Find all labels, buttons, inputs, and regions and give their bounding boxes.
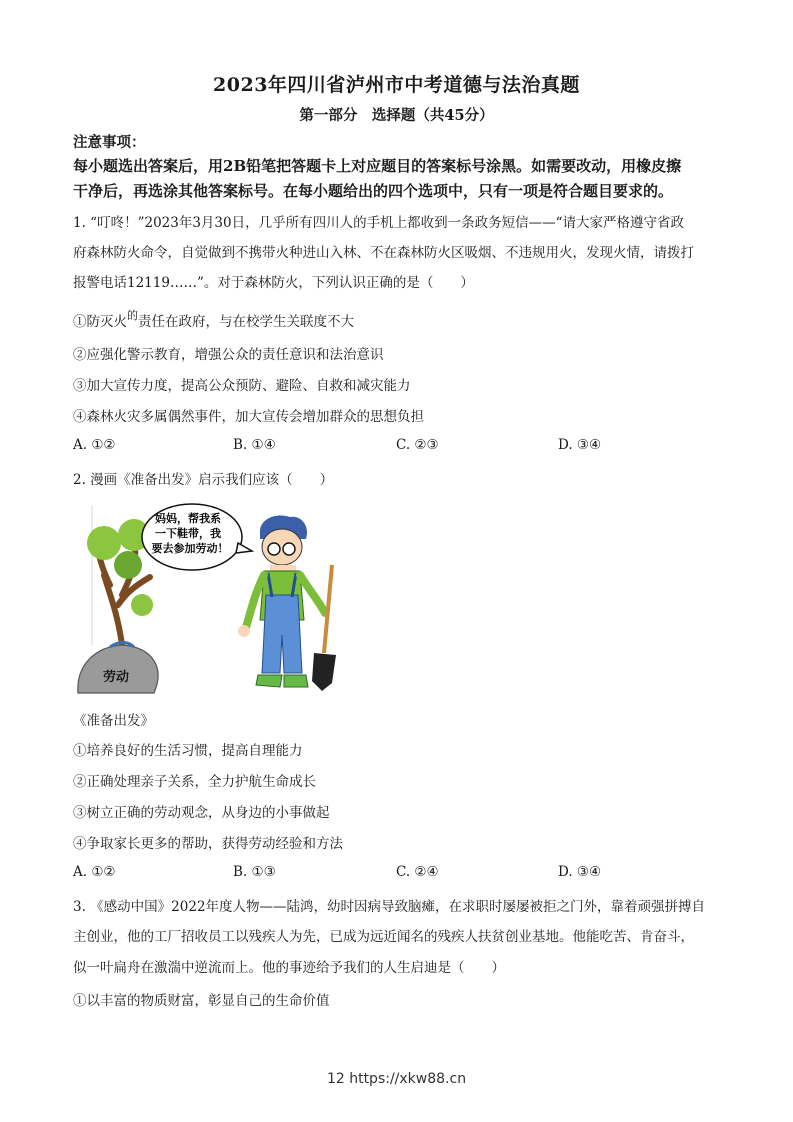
notice-line-1: 每小题选出答案后，用2B铅笔把答题卡上对应题目的答案标号涂黑。如需要改动，用橡皮擦	[73, 157, 682, 175]
q2-option-b: B. ①③	[233, 864, 276, 880]
q1-stem-line-2: 府森林防火命令，自觉做到不携带火种进山入林、不在森林防火区吸烟、不违规用火，发现火情，请拨打	[73, 245, 694, 261]
q1-option-b: B. ①④	[233, 437, 276, 453]
q1-statement-1-sup: 的	[127, 309, 138, 322]
boy-figure-icon	[238, 516, 325, 687]
q1-statement-1-part-b: 责任在政府，与在校学生关联度不大	[138, 314, 354, 330]
speech-bubble	[142, 504, 252, 570]
q3-statement-1: ①以丰富的物质财富，彰显自己的生命价值	[73, 993, 330, 1009]
q1-statement-1-part-a: ①防灭火	[73, 314, 127, 330]
q1-statement-3: ③加大宣传力度，提高公众预防、避险、自救和减灾能力	[73, 378, 411, 394]
shovel-icon	[312, 565, 336, 691]
q2-option-d: D. ③④	[558, 864, 602, 880]
tree-icon	[87, 505, 153, 645]
q3-stem-line-1: 3. 《感动中国》2022年度人物——陆鸿，幼时因病导致脑瘫，在求职时屡屡被拒之门外，靠着顽强拼搏自	[73, 899, 706, 915]
comic-illustration	[70, 495, 340, 700]
q1-statement-2: ②应强化警示教育，增强公众的责任意识和法治意识	[73, 347, 384, 363]
q2-statement-4: ④争取家长更多的帮助，获得劳动经验和方法	[73, 836, 343, 852]
q1-statement-1	[73, 310, 354, 330]
q1-option-c: C. ②③	[396, 437, 439, 453]
q1-option-d: D. ③④	[558, 437, 602, 453]
q1-stem-line-3: 报警电话12119……”。对于森林防火，下列认识正确的是（ ）	[73, 275, 474, 291]
q2-option-c: C. ②④	[396, 864, 439, 880]
q2-option-a: A. ①②	[73, 864, 116, 880]
section-subtitle: 第一部分 选择题（共45分）	[299, 107, 494, 124]
notice-line-2: 干净后，再选涂其他答案标号。在每小题给出的四个选项中，只有一项是符合题目要求的。	[73, 182, 674, 200]
q2-statement-2: ②正确处理亲子关系，全力护航生命成长	[73, 774, 316, 790]
bag-label: 劳动	[102, 670, 130, 685]
q3-stem-line-2: 主创业，他的工厂招收员工以残疾人为先，已成为远近闻名的残疾人扶贫创业基地。他能吃苦、肯奋斗，	[73, 929, 694, 945]
labor-bag-icon	[78, 643, 158, 694]
q1-statement-4: ④森林火灾多属偶然事件，加大宣传会增加群众的思想负担	[73, 409, 424, 425]
q3-stem-line-3: 似一叶扁舟在激湍中逆流而上。他的事迹给予我们的人生启迪是（ ）	[73, 960, 505, 976]
q1-stem-line-1: 1. “叮咚！”2023年3月30日，几乎所有四川人的手机上都收到一条政务短信——“请大家严格遵守省政	[73, 215, 684, 231]
page-footer: 12 https://xkw88.cn	[326, 1071, 467, 1087]
bubble-line-3: 要去参加劳动！	[151, 542, 229, 555]
comic-svg	[70, 495, 340, 700]
bubble-line-1: 妈妈，帮我系	[155, 512, 221, 525]
page-title: 2023年四川省泸州市中考道德与法治真题	[213, 74, 580, 96]
bubble-line-2: 一下鞋带，我	[155, 527, 221, 540]
q2-stem: 2. 漫画《准备出发》启示我们应该（ ）	[73, 472, 334, 488]
q2-statement-1: ①培养良好的生活习惯，提高自理能力	[73, 743, 303, 759]
comic-caption: 《准备出发》	[73, 713, 154, 729]
q1-option-a: A. ①②	[73, 437, 116, 453]
q2-statement-3: ③树立正确的劳动观念，从身边的小事做起	[73, 805, 330, 821]
notice-heading: 注意事项：	[73, 134, 146, 151]
